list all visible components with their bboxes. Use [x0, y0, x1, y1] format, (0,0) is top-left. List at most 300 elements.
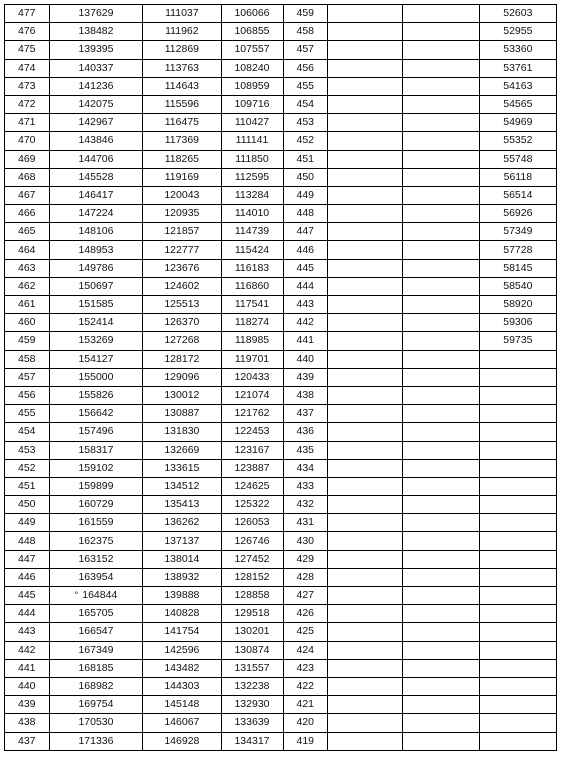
table-cell: [403, 514, 479, 532]
table-cell: [479, 350, 556, 368]
table-cell: 467: [5, 186, 50, 204]
table-cell: 130874: [221, 641, 283, 659]
table-cell: [328, 477, 403, 495]
table-cell: 107557: [221, 41, 283, 59]
table-cell: 437: [5, 732, 50, 750]
table-cell: [403, 350, 479, 368]
table-cell: 140337: [49, 59, 143, 77]
table-cell: 137137: [143, 532, 221, 550]
table-cell: [403, 259, 479, 277]
table-cell: [328, 95, 403, 113]
table-cell: 423: [283, 659, 328, 677]
table-cell: 55352: [479, 132, 556, 150]
table-cell: [328, 732, 403, 750]
table-cell: [479, 623, 556, 641]
table-cell: 111141: [221, 132, 283, 150]
table-cell: 130012: [143, 386, 221, 404]
table-row: [5, 405, 557, 423]
table-cell: 56926: [479, 205, 556, 223]
table-cell: 121762: [221, 405, 283, 423]
table-row: [5, 459, 557, 477]
table-cell: 445: [283, 259, 328, 277]
table-cell: 125322: [221, 496, 283, 514]
table-row: [5, 386, 557, 404]
table-row: [5, 314, 557, 332]
table-row: [5, 223, 557, 241]
table-cell: [328, 423, 403, 441]
table-cell: 146928: [143, 732, 221, 750]
table-row: [5, 296, 557, 314]
table-cell: [479, 659, 556, 677]
table-cell: [403, 186, 479, 204]
table-cell: [328, 332, 403, 350]
table-cell: 132930: [221, 696, 283, 714]
table-cell: 127452: [221, 550, 283, 568]
table-row: [5, 587, 557, 605]
table-cell: 132238: [221, 677, 283, 695]
table-cell: [328, 168, 403, 186]
table-row: [5, 732, 557, 750]
table-cell: 441: [5, 659, 50, 677]
table-cell: 153269: [49, 332, 143, 350]
table-row: [5, 605, 557, 623]
table-cell: 460: [5, 314, 50, 332]
table-row: [5, 168, 557, 186]
table-cell: 443: [283, 296, 328, 314]
table-cell: [328, 150, 403, 168]
table-cell: [328, 296, 403, 314]
table-cell: [328, 368, 403, 386]
table-cell: 440: [5, 677, 50, 695]
table-cell: [328, 241, 403, 259]
table-cell: 118274: [221, 314, 283, 332]
table-cell: [328, 5, 403, 23]
table-cell: [328, 568, 403, 586]
table-cell: 138932: [143, 568, 221, 586]
table-cell: 433: [283, 477, 328, 495]
table-cell: [479, 441, 556, 459]
table-cell: 427: [283, 587, 328, 605]
table-cell: 426: [283, 605, 328, 623]
table-cell: 108959: [221, 77, 283, 95]
table-cell: 139395: [49, 41, 143, 59]
table-cell: 52955: [479, 23, 556, 41]
table-cell: [403, 205, 479, 223]
table-cell: 120935: [143, 205, 221, 223]
table-cell: 114010: [221, 205, 283, 223]
table-cell: 453: [5, 441, 50, 459]
table-cell: [403, 23, 479, 41]
table-cell: 131830: [143, 423, 221, 441]
table-cell: 167349: [49, 641, 143, 659]
table-cell: [403, 477, 479, 495]
table-cell: 477: [5, 5, 50, 23]
table-cell: 436: [283, 423, 328, 441]
table-cell: 471: [5, 114, 50, 132]
table-cell: 444: [5, 605, 50, 623]
table-cell: 446: [283, 241, 328, 259]
table-cell: 112869: [143, 41, 221, 59]
table-cell: [328, 405, 403, 423]
table-cell: 128172: [143, 350, 221, 368]
table-row: [5, 95, 557, 113]
table-cell: 473: [5, 77, 50, 95]
table-cell: [403, 423, 479, 441]
table-cell: 54969: [479, 114, 556, 132]
table-cell: [479, 514, 556, 532]
table-cell: 118265: [143, 150, 221, 168]
table-cell: 446: [5, 568, 50, 586]
table-cell: 121857: [143, 223, 221, 241]
table-row: [5, 696, 557, 714]
table-cell: [403, 59, 479, 77]
table-cell: 463: [5, 259, 50, 277]
table-row: [5, 41, 557, 59]
table-row: [5, 641, 557, 659]
table-cell: 171336: [49, 732, 143, 750]
table-cell: 431: [283, 514, 328, 532]
table-cell: [479, 532, 556, 550]
table-cell: 474: [5, 59, 50, 77]
table-cell: 142596: [143, 641, 221, 659]
table-cell: [403, 677, 479, 695]
table-cell: [403, 641, 479, 659]
table-cell: 160729: [49, 496, 143, 514]
table-cell: 464: [5, 241, 50, 259]
table-cell: 57728: [479, 241, 556, 259]
table-cell: 450: [5, 496, 50, 514]
table-cell: [328, 23, 403, 41]
table-cell: [328, 223, 403, 241]
table-cell: 134317: [221, 732, 283, 750]
table-cell: 442: [283, 314, 328, 332]
table-cell: 58145: [479, 259, 556, 277]
table-cell: 438: [5, 714, 50, 732]
table-cell: [328, 641, 403, 659]
table-cell: 113763: [143, 59, 221, 77]
table-cell: 118985: [221, 332, 283, 350]
score-table: [4, 4, 557, 751]
table-cell: 470: [5, 132, 50, 150]
table-cell: [328, 459, 403, 477]
table-cell: 128858: [221, 587, 283, 605]
table-cell: 438: [283, 386, 328, 404]
table-row: [5, 532, 557, 550]
table-cell: 152414: [49, 314, 143, 332]
table-cell: [328, 386, 403, 404]
table-cell: 129096: [143, 368, 221, 386]
table-cell: 452: [5, 459, 50, 477]
table-cell: 114739: [221, 223, 283, 241]
table-cell: [328, 77, 403, 95]
table-cell: 450: [283, 168, 328, 186]
table-cell: [403, 132, 479, 150]
table-row: [5, 496, 557, 514]
table-cell: [328, 714, 403, 732]
table-cell: 127268: [143, 332, 221, 350]
table-cell: [328, 259, 403, 277]
table-cell: [328, 59, 403, 77]
table-cell: 455: [5, 405, 50, 423]
table-cell: 442: [5, 641, 50, 659]
table-row: [5, 623, 557, 641]
table-cell: [403, 277, 479, 295]
table-cell: 161559: [49, 514, 143, 532]
table-cell: 111850: [221, 150, 283, 168]
table-cell: 53360: [479, 41, 556, 59]
table-row: [5, 5, 557, 23]
table-row: [5, 277, 557, 295]
table-cell: [328, 677, 403, 695]
table-row: [5, 677, 557, 695]
table-cell: 135413: [143, 496, 221, 514]
table-row: [5, 659, 557, 677]
table-cell: 157496: [49, 423, 143, 441]
table-cell: 121074: [221, 386, 283, 404]
table-cell: [479, 550, 556, 568]
table-cell: 141236: [49, 77, 143, 95]
table-cell: 128152: [221, 568, 283, 586]
table-cell: 106855: [221, 23, 283, 41]
table-cell: [403, 114, 479, 132]
table-cell: 122777: [143, 241, 221, 259]
table-cell: 459: [5, 332, 50, 350]
table-cell: [479, 714, 556, 732]
table-row: [5, 205, 557, 223]
table-cell: [479, 641, 556, 659]
table-cell: 112595: [221, 168, 283, 186]
table-cell: [403, 659, 479, 677]
table-cell: 120433: [221, 368, 283, 386]
table-cell: 461: [5, 296, 50, 314]
table-cell: 144303: [143, 677, 221, 695]
table-cell: 459: [283, 5, 328, 23]
table-cell: 449: [283, 186, 328, 204]
table-cell: 119701: [221, 350, 283, 368]
table-cell: 453: [283, 114, 328, 132]
table-cell: 445: [5, 587, 50, 605]
table-cell: [479, 732, 556, 750]
table-cell: [328, 605, 403, 623]
table-row: [5, 23, 557, 41]
table-cell: 455: [283, 77, 328, 95]
table-cell: [403, 714, 479, 732]
table-cell: 158317: [49, 441, 143, 459]
table-cell: [403, 405, 479, 423]
table-cell: 56118: [479, 168, 556, 186]
table-cell: [403, 732, 479, 750]
table-cell: 58920: [479, 296, 556, 314]
table-row: [5, 241, 557, 259]
table-cell: 123676: [143, 259, 221, 277]
table-cell: 440: [283, 350, 328, 368]
table-cell: 457: [5, 368, 50, 386]
table-cell: 457: [283, 41, 328, 59]
table-cell: [479, 605, 556, 623]
table-cell: 117369: [143, 132, 221, 150]
table-cell: [328, 132, 403, 150]
table-cell: 144706: [49, 150, 143, 168]
table-cell: [403, 568, 479, 586]
table-cell: 133615: [143, 459, 221, 477]
table-cell: 59735: [479, 332, 556, 350]
table-cell: 54163: [479, 77, 556, 95]
table-cell: [403, 587, 479, 605]
table-cell: 116475: [143, 114, 221, 132]
table-row: [5, 368, 557, 386]
table-cell: 462: [5, 277, 50, 295]
table-cell: 466: [5, 205, 50, 223]
table-row: [5, 477, 557, 495]
table-cell: [403, 41, 479, 59]
table-cell: [403, 623, 479, 641]
table-cell: 449: [5, 514, 50, 532]
table-cell: 448: [283, 205, 328, 223]
table-cell: 435: [283, 441, 328, 459]
table-cell: 106066: [221, 5, 283, 23]
table-cell: 126370: [143, 314, 221, 332]
table-cell: 170530: [49, 714, 143, 732]
table-cell: 421: [283, 696, 328, 714]
table-cell: 54565: [479, 95, 556, 113]
table-cell: 146067: [143, 714, 221, 732]
table-cell: [328, 114, 403, 132]
table-row: [5, 550, 557, 568]
table-cell: [403, 368, 479, 386]
table-cell: [403, 223, 479, 241]
table-cell: 422: [283, 677, 328, 695]
table-cell: 143482: [143, 659, 221, 677]
table-cell: [328, 277, 403, 295]
table-cell: 458: [5, 350, 50, 368]
table-cell: 447: [5, 550, 50, 568]
table-cell: 454: [5, 423, 50, 441]
table-cell: 145148: [143, 696, 221, 714]
table-cell: 432: [283, 496, 328, 514]
table-cell: [403, 441, 479, 459]
table-cell: [403, 296, 479, 314]
table-cell: 125513: [143, 296, 221, 314]
table-cell: 147224: [49, 205, 143, 223]
table-cell: 108240: [221, 59, 283, 77]
table-cell: 130887: [143, 405, 221, 423]
table-cell: 53761: [479, 59, 556, 77]
table-cell: [328, 532, 403, 550]
table-cell: 124602: [143, 277, 221, 295]
table-cell: 472: [5, 95, 50, 113]
table-cell: 434: [283, 459, 328, 477]
table-row: [5, 350, 557, 368]
table-row: [5, 114, 557, 132]
table-cell: 429: [283, 550, 328, 568]
table-cell: 132669: [143, 441, 221, 459]
table-cell: 168185: [49, 659, 143, 677]
table-cell: [403, 532, 479, 550]
table-cell: 454: [283, 95, 328, 113]
table-cell: [328, 659, 403, 677]
table-cell: 428: [283, 568, 328, 586]
table-cell: [328, 587, 403, 605]
table-cell: [328, 186, 403, 204]
table-cell: [403, 150, 479, 168]
table-cell: [403, 95, 479, 113]
table-cell: [479, 386, 556, 404]
table-cell: 465: [5, 223, 50, 241]
table-row: [5, 77, 557, 95]
table-cell: [328, 350, 403, 368]
table-cell: [479, 368, 556, 386]
table-cell: 137629: [49, 5, 143, 23]
table-cell: 134512: [143, 477, 221, 495]
table-cell: 115424: [221, 241, 283, 259]
table-cell: 139888: [143, 587, 221, 605]
table-cell: [328, 496, 403, 514]
table-cell: 419: [283, 732, 328, 750]
table-cell: 456: [5, 386, 50, 404]
table-cell: [479, 677, 556, 695]
table-cell: 163152: [49, 550, 143, 568]
table-cell: [328, 41, 403, 59]
table-cell: 115596: [143, 95, 221, 113]
table-cell: 159102: [49, 459, 143, 477]
table-row: [5, 259, 557, 277]
table-cell: 150697: [49, 277, 143, 295]
table-cell: 140828: [143, 605, 221, 623]
table-cell: [479, 405, 556, 423]
table-cell: 59306: [479, 314, 556, 332]
table-cell: 166547: [49, 623, 143, 641]
table-cell: 111962: [143, 23, 221, 41]
table-cell: 116860: [221, 277, 283, 295]
table-cell: 451: [5, 477, 50, 495]
table-cell: [328, 623, 403, 641]
table-cell: 55748: [479, 150, 556, 168]
table-cell: [479, 496, 556, 514]
table-cell: 110427: [221, 114, 283, 132]
table-cell: 119169: [143, 168, 221, 186]
table-cell: 123887: [221, 459, 283, 477]
table-cell: 441: [283, 332, 328, 350]
table-row: [5, 714, 557, 732]
table-cell: [479, 568, 556, 586]
table-cell: 475: [5, 41, 50, 59]
table-cell: 469: [5, 150, 50, 168]
table-cell: 142967: [49, 114, 143, 132]
table-cell: 130201: [221, 623, 283, 641]
table-cell: 155000: [49, 368, 143, 386]
table-cell: 111037: [143, 5, 221, 23]
table-cell: [328, 205, 403, 223]
table-cell: 58540: [479, 277, 556, 295]
table-cell: [479, 459, 556, 477]
small-mark: °: [74, 590, 79, 601]
table-cell: 447: [283, 223, 328, 241]
table-cell: 159899: [49, 477, 143, 495]
table-cell: 143846: [49, 132, 143, 150]
table-cell: 444: [283, 277, 328, 295]
table-cell: 146417: [49, 186, 143, 204]
table-cell: 425: [283, 623, 328, 641]
table-cell: 145528: [49, 168, 143, 186]
table-cell: 117541: [221, 296, 283, 314]
table-cell: 141754: [143, 623, 221, 641]
table-cell: 165705: [49, 605, 143, 623]
table-cell: 468: [5, 168, 50, 186]
table-cell: [328, 514, 403, 532]
table-cell: [479, 423, 556, 441]
table-cell: 122453: [221, 423, 283, 441]
table-cell: 443: [5, 623, 50, 641]
